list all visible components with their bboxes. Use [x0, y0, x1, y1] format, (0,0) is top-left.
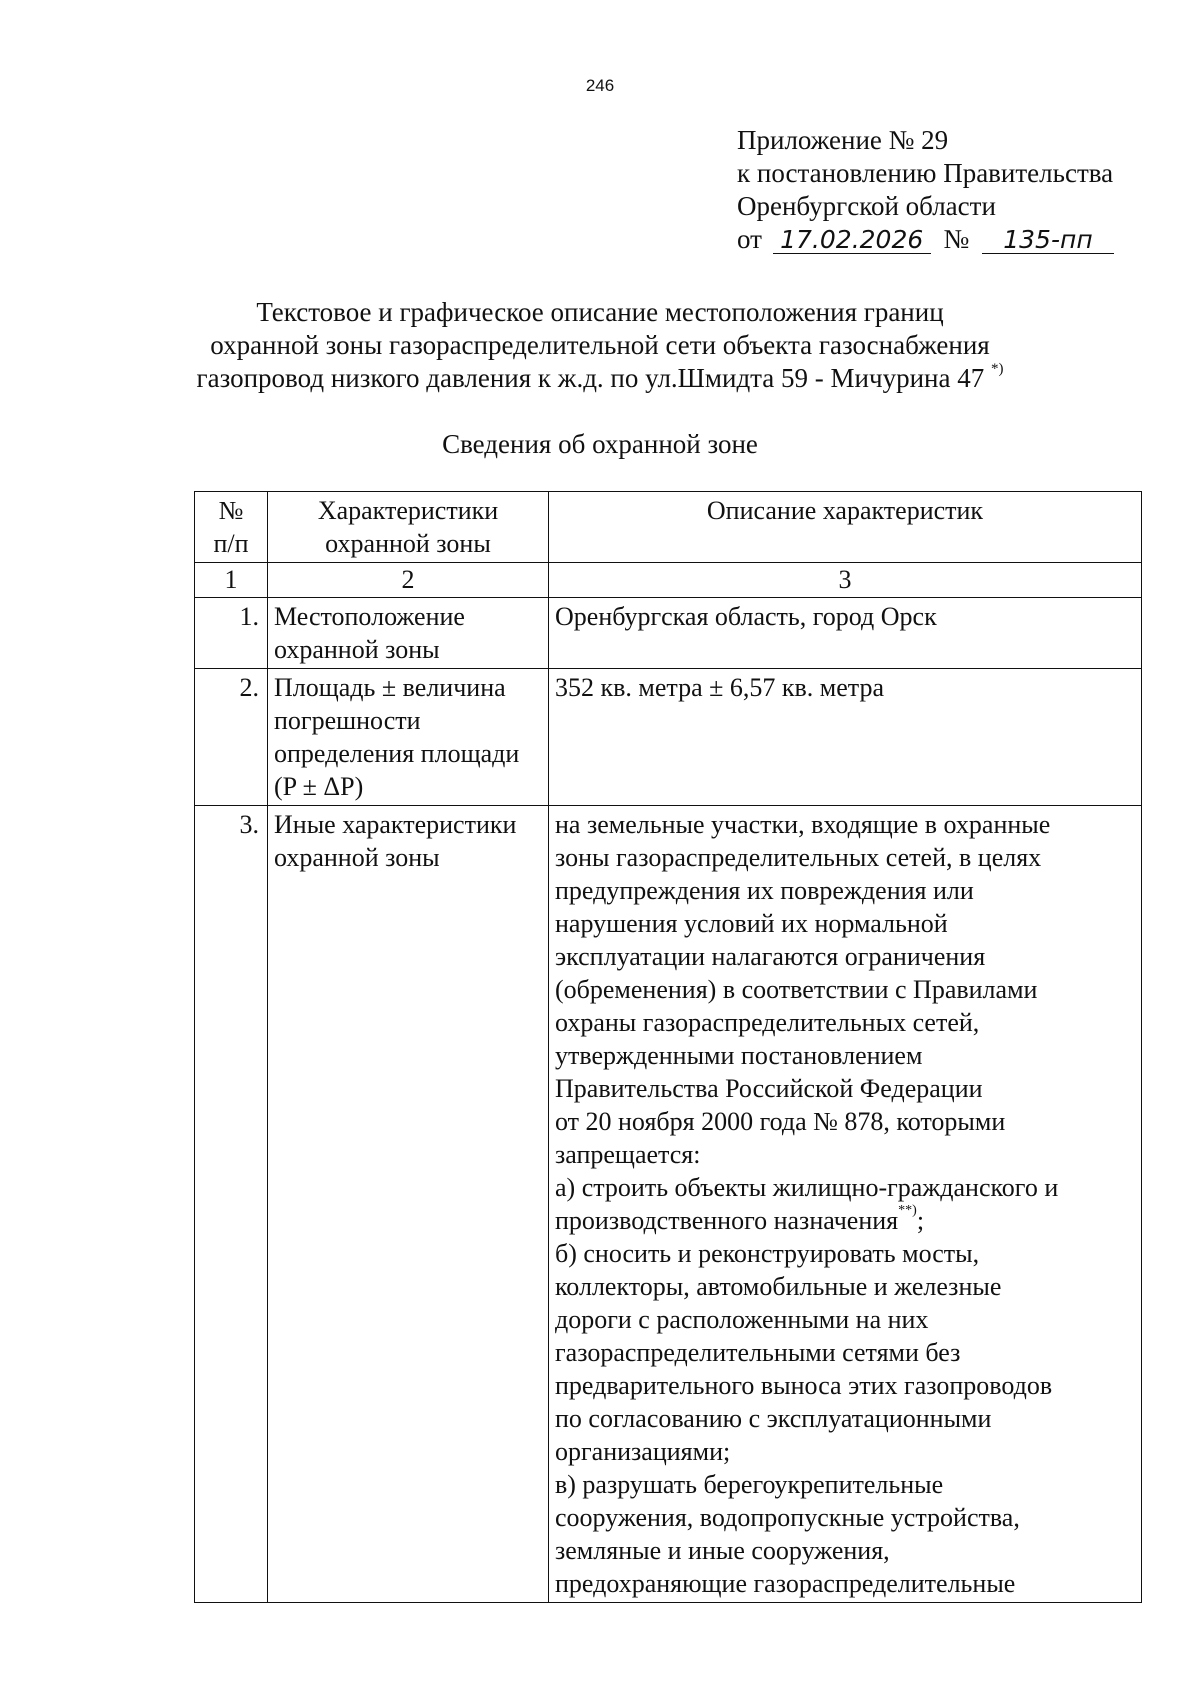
date-prefix: от	[737, 224, 762, 254]
description-footnote-mark: **)	[898, 1203, 917, 1218]
header-col2-line2: охранной зоны	[325, 529, 491, 558]
handwritten-date: 17.02.2026	[773, 227, 931, 254]
description-line: от 20 ноября 2000 года № 878, которыми	[555, 1107, 1006, 1136]
appendix-line-1: Приложение № 29	[737, 125, 949, 155]
description-line: сооружения, водопропускные устройства,	[555, 1503, 1020, 1532]
title-line-3	[0, 362, 1200, 395]
header-col-description: Описание характеристик	[549, 492, 1142, 563]
header-col1-line1: №	[218, 496, 244, 525]
characteristic-line: Площадь ± величина	[274, 673, 506, 702]
page-number: 246	[585, 76, 615, 95]
row-number: 2.	[195, 669, 268, 806]
row-number: 3.	[195, 806, 268, 1603]
header-col-characteristic	[268, 492, 549, 563]
appendix-block	[737, 124, 1114, 256]
table-row	[195, 598, 1142, 669]
description-line: по согласованию с эксплуатационными	[555, 1404, 992, 1433]
section-title: Сведения об охранной зоне	[442, 429, 758, 459]
column-number-row	[195, 563, 1142, 598]
description-line: эксплуатации налагаются ограничения	[555, 942, 986, 971]
description-line: Оренбургская область, город Орск	[555, 602, 937, 631]
header-col1-line2: п/п	[213, 529, 249, 558]
description-line: на земельные участки, входящие в охранные	[555, 810, 1051, 839]
description-line-text: производственного назначения	[555, 1206, 899, 1235]
characteristic-line: Иные характеристики	[274, 810, 517, 839]
description-line: нарушения условий их нормальной	[555, 909, 948, 938]
table-header-row	[195, 492, 1142, 563]
title-line-3-text: газопровод низкого давления к ж.д. по ул.Шмидта 59 - Мичурина 47	[196, 363, 985, 393]
appendix-line-2: к постановлению Правительства	[737, 158, 1114, 188]
header-col-number	[195, 492, 268, 563]
description-line: земляные и иные сооружения,	[555, 1536, 890, 1565]
description-line: а) строить объекты жилищно-гражданского и	[555, 1173, 1059, 1202]
table-row	[195, 669, 1142, 806]
row-description	[549, 806, 1142, 1603]
characteristic-line: погрешности	[274, 706, 421, 735]
description-line: коллекторы, автомобильные и железные	[555, 1272, 1002, 1301]
description-line: предупреждения их повреждения или	[555, 876, 974, 905]
protection-zone-table	[194, 491, 1142, 1603]
column-number-2: 2	[268, 563, 549, 598]
characteristic-line: охранной зоны	[274, 843, 440, 872]
column-number-3: 3	[549, 563, 1142, 598]
header-col2-line1: Характеристики	[317, 496, 499, 525]
appendix-line-3: Оренбургской области	[737, 191, 996, 221]
description-line: предварительного выноса этих газопроводов	[555, 1371, 1053, 1400]
characteristic-line: определения площади	[274, 739, 520, 768]
number-sign: №	[943, 224, 970, 254]
description-line: в) разрушать берегоукрепительные	[555, 1470, 944, 1499]
row-number: 1.	[195, 598, 268, 669]
title-line-1: Текстовое и графическое описание местоположения границ	[256, 297, 944, 327]
row-description	[549, 598, 1142, 669]
description-line-with-footnote	[555, 1204, 1135, 1237]
document-title	[0, 296, 1200, 395]
description-line: предохраняющие газораспределительные	[555, 1569, 1016, 1598]
row-characteristic	[268, 806, 549, 1603]
description-line: утвержденными постановлением	[555, 1041, 923, 1070]
description-line: (обременения) в соответствии с Правилами	[555, 975, 1038, 1004]
handwritten-number: 135-пп	[982, 227, 1114, 254]
description-footnote-tail: ;	[916, 1206, 925, 1235]
title-line-2: охранной зоны газораспределительной сети объекта газоснабжения	[210, 330, 990, 360]
characteristic-line: (P ± ΔP)	[274, 772, 364, 801]
characteristic-line: Местоположение	[274, 602, 465, 631]
description-line: дороги с расположенными на них	[555, 1305, 929, 1334]
description-line: зоны газораспределительных сетей, в целях	[555, 843, 1042, 872]
row-characteristic	[268, 598, 549, 669]
description-line: организациями;	[555, 1437, 731, 1466]
column-number-1: 1	[195, 563, 268, 598]
appendix-date-line	[737, 223, 1114, 256]
row-characteristic	[268, 669, 549, 806]
characteristic-line: охранной зоны	[274, 635, 440, 664]
table-row	[195, 806, 1142, 1603]
description-line: запрещается:	[555, 1140, 701, 1169]
title-footnote-mark: *)	[990, 361, 1004, 377]
description-line: б) сносить и реконструировать мосты,	[555, 1239, 980, 1268]
row-description	[549, 669, 1142, 806]
description-line: газораспределительными сетями без	[555, 1338, 961, 1367]
description-line: Правительства Российской Федерации	[555, 1074, 983, 1103]
description-line: 352 кв. метра ± 6,57 кв. метра	[555, 673, 885, 702]
description-line: охраны газораспределительных сетей,	[555, 1008, 980, 1037]
